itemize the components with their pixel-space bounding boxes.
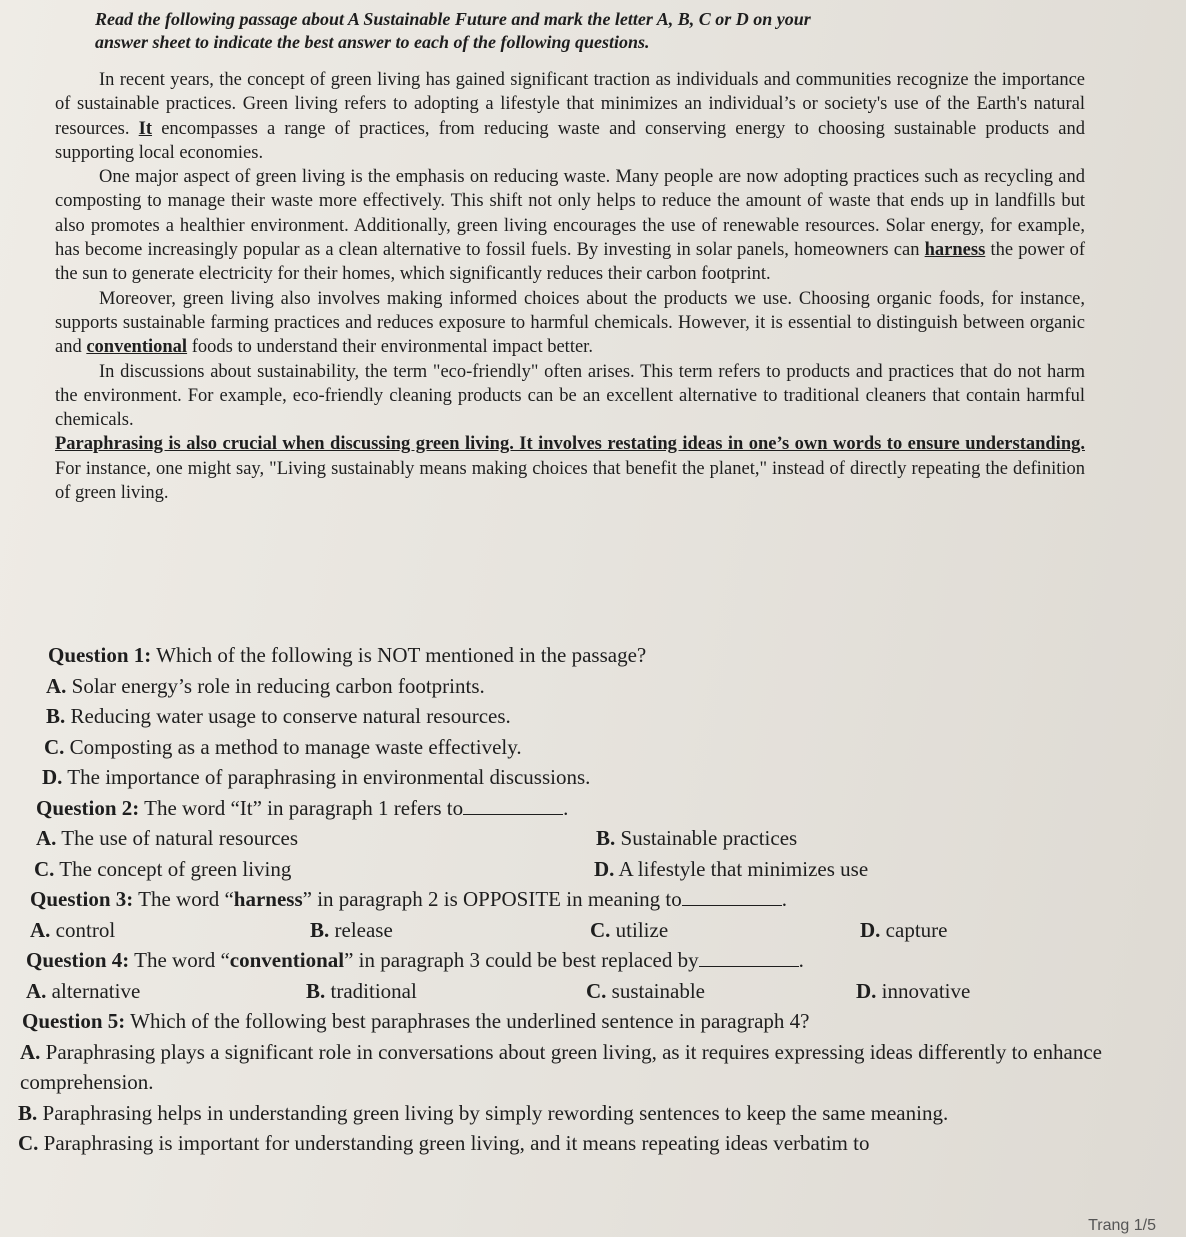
question-2-label: Question 2:	[36, 795, 140, 820]
option-letter: D.	[594, 856, 615, 881]
question-3-option-a	[30, 915, 310, 946]
underlined-word-harness: harness	[924, 240, 986, 261]
option-letter: B.	[310, 917, 330, 942]
question-3-text-b: ” in paragraph 2 is OPPOSITE in meaning to	[302, 887, 682, 911]
option-letter: D.	[42, 765, 63, 789]
question-2-text: The word “It” in paragraph 1 refers to	[139, 795, 464, 820]
question-2-options-row-2	[18, 854, 1118, 885]
option-letter: A.	[46, 673, 67, 698]
question-4-text-b: ” in paragraph 3 could be best replaced by	[344, 948, 699, 972]
question-2	[18, 793, 1118, 824]
instructions	[95, 8, 1035, 54]
period: .	[563, 795, 569, 820]
option-text: Paraphrasing is important for understanding green living, and it means repeating ideas verbatim to	[43, 1131, 870, 1155]
option-letter: D.	[860, 917, 881, 942]
question-1-option-c	[18, 732, 1118, 763]
question-4-option-b	[306, 976, 586, 1007]
question-5-label: Question 5:	[22, 1009, 126, 1033]
instructions-line-1: Read the following passage about A Sustainable Future and mark the letter A, B, C or D on your	[95, 9, 811, 29]
answer-blank	[682, 887, 782, 906]
option-text: The importance of paraphrasing in environmental discussions.	[67, 765, 591, 789]
question-1-label: Question 1:	[48, 643, 152, 667]
question-4-word: conventional	[229, 948, 345, 972]
question-2-options-row-1	[18, 823, 1118, 854]
paragraph-3-text-b: foods to understand their environmental impact better.	[187, 337, 593, 358]
question-1-option-a	[18, 671, 1118, 702]
underlined-sentence: Paraphrasing is also crucial when discussing green living. It involves restating ideas in one’s own words to ensure understanding.	[55, 434, 1085, 455]
option-text: Sustainable practices	[620, 826, 798, 850]
option-letter: D.	[856, 978, 877, 1003]
paragraph-4	[55, 360, 1085, 433]
option-letter: A.	[30, 917, 51, 942]
option-letter: A.	[26, 978, 47, 1003]
instructions-line-2: answer sheet to indicate the best answer to each of the following questions.	[95, 32, 650, 52]
question-4-label: Question 4:	[26, 948, 130, 972]
questions-section	[18, 640, 1118, 1159]
question-1-text: Which of the following is NOT mentioned in the passage?	[151, 643, 647, 667]
option-text: A lifestyle that minimizes use	[618, 856, 869, 881]
paragraph-1-text-b: encompasses a range of practices, from reducing waste and conserving energy to choosing sustainable products and supporting local economies.	[55, 118, 1085, 163]
option-letter: B.	[596, 826, 616, 850]
option-letter: C.	[18, 1131, 39, 1155]
paragraph-5-text: For instance, one might say, "Living sustainably means making choices that benefit the planet," instead of directly repeating the definition of green living.	[55, 458, 1085, 504]
question-3-option-c	[590, 915, 860, 946]
option-letter: C.	[44, 734, 65, 759]
option-text: Reducing water usage to conserve natural resources.	[70, 704, 511, 728]
paragraph-2-text-b: the power of the sun to generate electricity for their homes, which significantly reduces their carbon footprint.	[55, 240, 1086, 285]
option-text: capture	[885, 917, 948, 942]
question-4-text-a: The word “	[129, 948, 230, 972]
option-text: Paraphrasing helps in understanding green living by simply rewording sentences to keep the same meaning.	[42, 1100, 949, 1125]
option-letter: C.	[34, 856, 55, 881]
question-3-options	[18, 915, 1118, 946]
question-3-option-b	[310, 915, 590, 946]
underlined-word-it: It	[138, 118, 153, 139]
question-3	[18, 884, 1118, 915]
option-text: Paraphrasing plays a significant role in conversations about green living, as it requires expressing ideas differently to enhance comprehension.	[20, 1039, 1102, 1094]
option-letter: B.	[18, 1100, 38, 1125]
option-letter: B.	[46, 704, 66, 728]
paragraph-5	[55, 432, 1085, 505]
option-text: Solar energy’s role in reducing carbon footprints.	[71, 673, 485, 698]
period: .	[798, 948, 804, 972]
question-3-word: harness	[233, 887, 303, 911]
option-letter: C.	[586, 978, 607, 1003]
option-text: release	[334, 917, 393, 942]
option-text: utilize	[615, 917, 669, 942]
option-letter: A.	[36, 826, 57, 850]
option-text: Composting as a method to manage waste effectively.	[69, 734, 522, 759]
option-text: The use of natural resources	[61, 826, 299, 850]
answer-blank	[463, 796, 563, 815]
paragraph-2	[55, 165, 1085, 286]
question-3-label: Question 3:	[30, 887, 134, 911]
question-4-option-c	[586, 976, 856, 1007]
question-2-option-b	[596, 823, 797, 854]
page-number: Trang 1/5	[1088, 1217, 1156, 1234]
option-letter: B.	[306, 978, 326, 1003]
question-4-option-a	[26, 976, 306, 1007]
paragraph-3-text-a: Moreover, green living also involves making informed choices about the products we use. Choosing organic foods, for instance, supports sustainable farming practices and reduces exposure to harmful chemicals. However, it is essential to distinguish between organic and	[55, 288, 1085, 358]
option-text: control	[55, 917, 116, 942]
paragraph-4-text: In discussions about sustainability, the term "eco-friendly" often arises. This term refers to products and practices that do not harm the environment. For example, eco-friendly cleaning products can be an excellent alternative to traditional cleaners that contain harmful chemicals.	[55, 361, 1085, 431]
period: .	[781, 887, 787, 911]
question-5-option-a	[18, 1037, 1118, 1098]
option-text: traditional	[330, 978, 417, 1003]
question-1	[18, 640, 1118, 671]
question-1-option-b	[18, 701, 1118, 732]
question-2-option-c	[34, 854, 594, 885]
question-4-option-d	[856, 976, 1106, 1007]
paragraph-3	[55, 287, 1085, 360]
paragraph-2-text-a: One major aspect of green living is the emphasis on reducing waste. Many people are now adopting practices such as recycling and composting to manage their waste more effectively. This shift not only helps to reduce the amount of waste that ends up in landfills but also promotes a healthier environment. Additionally, green living encourages the use of renewable resources. Solar energy, for example, has become increasingly popular as a clean alternative to fossil fuels. By investing in solar panels, homeowners can	[55, 167, 1085, 261]
question-4	[18, 945, 1118, 976]
option-letter: A.	[20, 1039, 41, 1064]
underlined-word-conventional: conventional	[86, 337, 188, 358]
option-text: innovative	[881, 978, 971, 1003]
question-1-option-d	[18, 762, 1118, 793]
question-3-text-a: The word “	[133, 887, 234, 911]
question-3-option-d	[860, 915, 1110, 946]
paragraph-1	[55, 68, 1085, 165]
option-text: sustainable	[611, 978, 705, 1003]
question-2-option-d	[594, 854, 868, 885]
option-text: alternative	[51, 978, 141, 1003]
question-5	[18, 1006, 1118, 1037]
answer-blank	[699, 948, 799, 967]
question-4-options	[18, 976, 1118, 1007]
question-5-option-b	[18, 1098, 1118, 1129]
question-2-option-a	[36, 823, 596, 854]
option-text: The concept of green living	[59, 856, 292, 881]
question-5-text: Which of the following best paraphrases the underlined sentence in paragraph 4?	[125, 1009, 810, 1033]
paragraph-1-text-a: In recent years, the concept of green living has gained significant traction as individuals and communities recognize the importance of sustainable practices. Green living refers to adopting a lifestyle that minimizes an individual’s or society's use of the Earth's natural resources.	[55, 70, 1085, 139]
reading-passage	[55, 68, 1085, 505]
option-letter: C.	[590, 917, 611, 942]
question-5-option-c	[18, 1128, 1118, 1159]
